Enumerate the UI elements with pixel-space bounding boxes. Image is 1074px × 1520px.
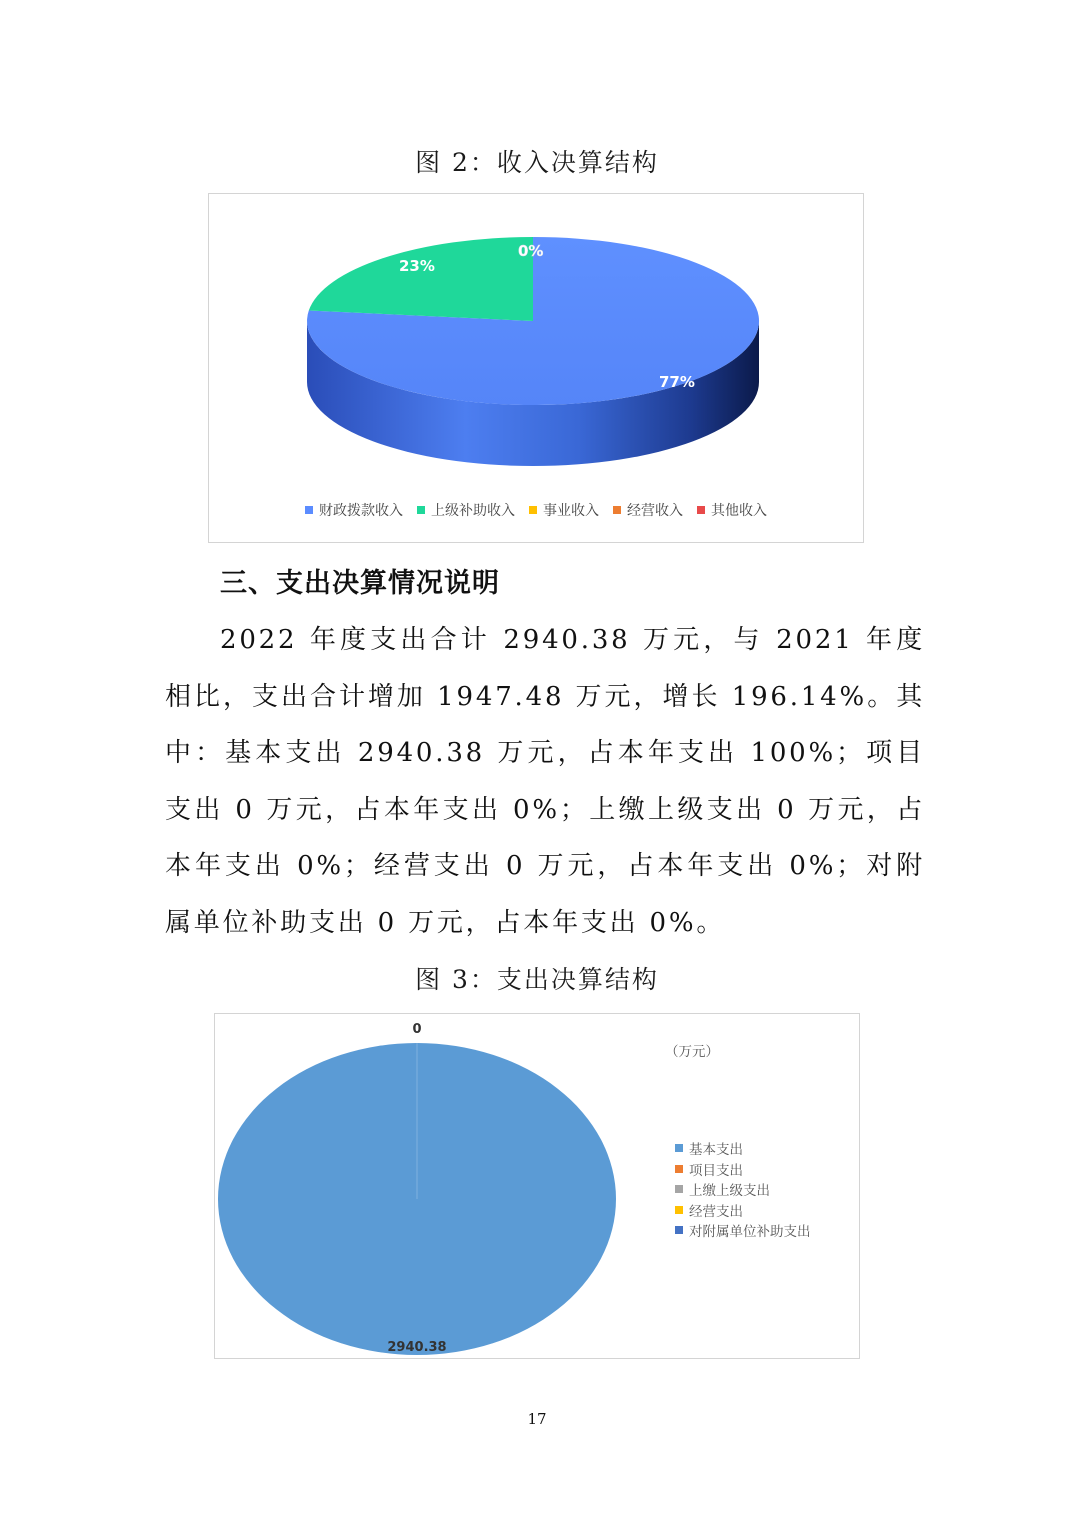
income-pie-chart <box>208 193 864 543</box>
label-top-zero: 0 <box>412 1022 422 1037</box>
legend-label: 上缴上级支出 <box>689 1183 770 1200</box>
label-caizheng: 77% <box>659 373 695 391</box>
legend-item-shangjiao <box>675 1179 811 1200</box>
legend-item-jiben <box>675 1138 811 1159</box>
section-heading: 三、支出决算情况说明 <box>220 568 500 599</box>
expense-pie-chart <box>214 1013 860 1359</box>
legend-item-jingying-zhichu <box>675 1200 811 1221</box>
legend-label: 其他收入 <box>711 503 767 519</box>
legend-swatch <box>529 506 537 514</box>
legend-label: 项目支出 <box>689 1162 743 1179</box>
legend-item-xiangmu <box>675 1159 811 1180</box>
page-number: 17 <box>527 1410 547 1428</box>
legend-label: 经营支出 <box>689 1203 743 1220</box>
legend-swatch <box>675 1185 683 1193</box>
unit-label: （万元） <box>665 1044 719 1060</box>
expense-legend <box>675 1138 811 1241</box>
legend-swatch <box>417 506 425 514</box>
legend-item-qita <box>697 500 767 520</box>
legend-swatch <box>613 506 621 514</box>
figure3-caption: 图 3：支出决算结构 <box>415 965 659 994</box>
legend-item-shiye <box>529 500 599 520</box>
legend-label: 财政拨款收入 <box>319 503 403 519</box>
slice-shangji <box>309 237 533 321</box>
legend-label: 上级补助收入 <box>431 503 515 519</box>
legend-swatch <box>675 1165 683 1173</box>
income-legend <box>209 500 863 520</box>
legend-item-shangji <box>417 500 515 520</box>
legend-swatch <box>675 1226 683 1234</box>
section-paragraph: 2022 年度支出合计 2940.38 万元，与 2021 年度相比，支出合计增加 1947.48 万元，增长 196.14%。其中：基本支出 2940.38 万元，占本年支出 100%；项目支出 0 万元，占本年支出 0%；上缴上级支出 0 万元，占本年支出 0%；经营支出 0 万元，占本年支出 0%；对附属单位补助支出 0 万元，占本年支出 0%。 <box>165 625 925 938</box>
legend-item-jingying <box>613 500 683 520</box>
legend-swatch <box>675 1206 683 1214</box>
legend-label: 对附属单位补助支出 <box>689 1224 811 1241</box>
legend-label: 基本支出 <box>689 1142 743 1159</box>
legend-label: 经营收入 <box>627 503 683 519</box>
label-jiben-value: 2940.38 <box>387 1340 447 1355</box>
label-shiye: 0% <box>518 242 544 260</box>
figure2-caption: 图 2：收入决算结构 <box>415 148 659 177</box>
legend-label: 事业收入 <box>543 503 599 519</box>
legend-swatch <box>697 506 705 514</box>
income-pie-svg <box>209 194 863 542</box>
legend-item-fushu <box>675 1220 811 1241</box>
label-shangji: 23% <box>399 257 435 275</box>
legend-swatch <box>305 506 313 514</box>
legend-item-caizheng <box>305 500 403 520</box>
legend-swatch <box>675 1144 683 1152</box>
